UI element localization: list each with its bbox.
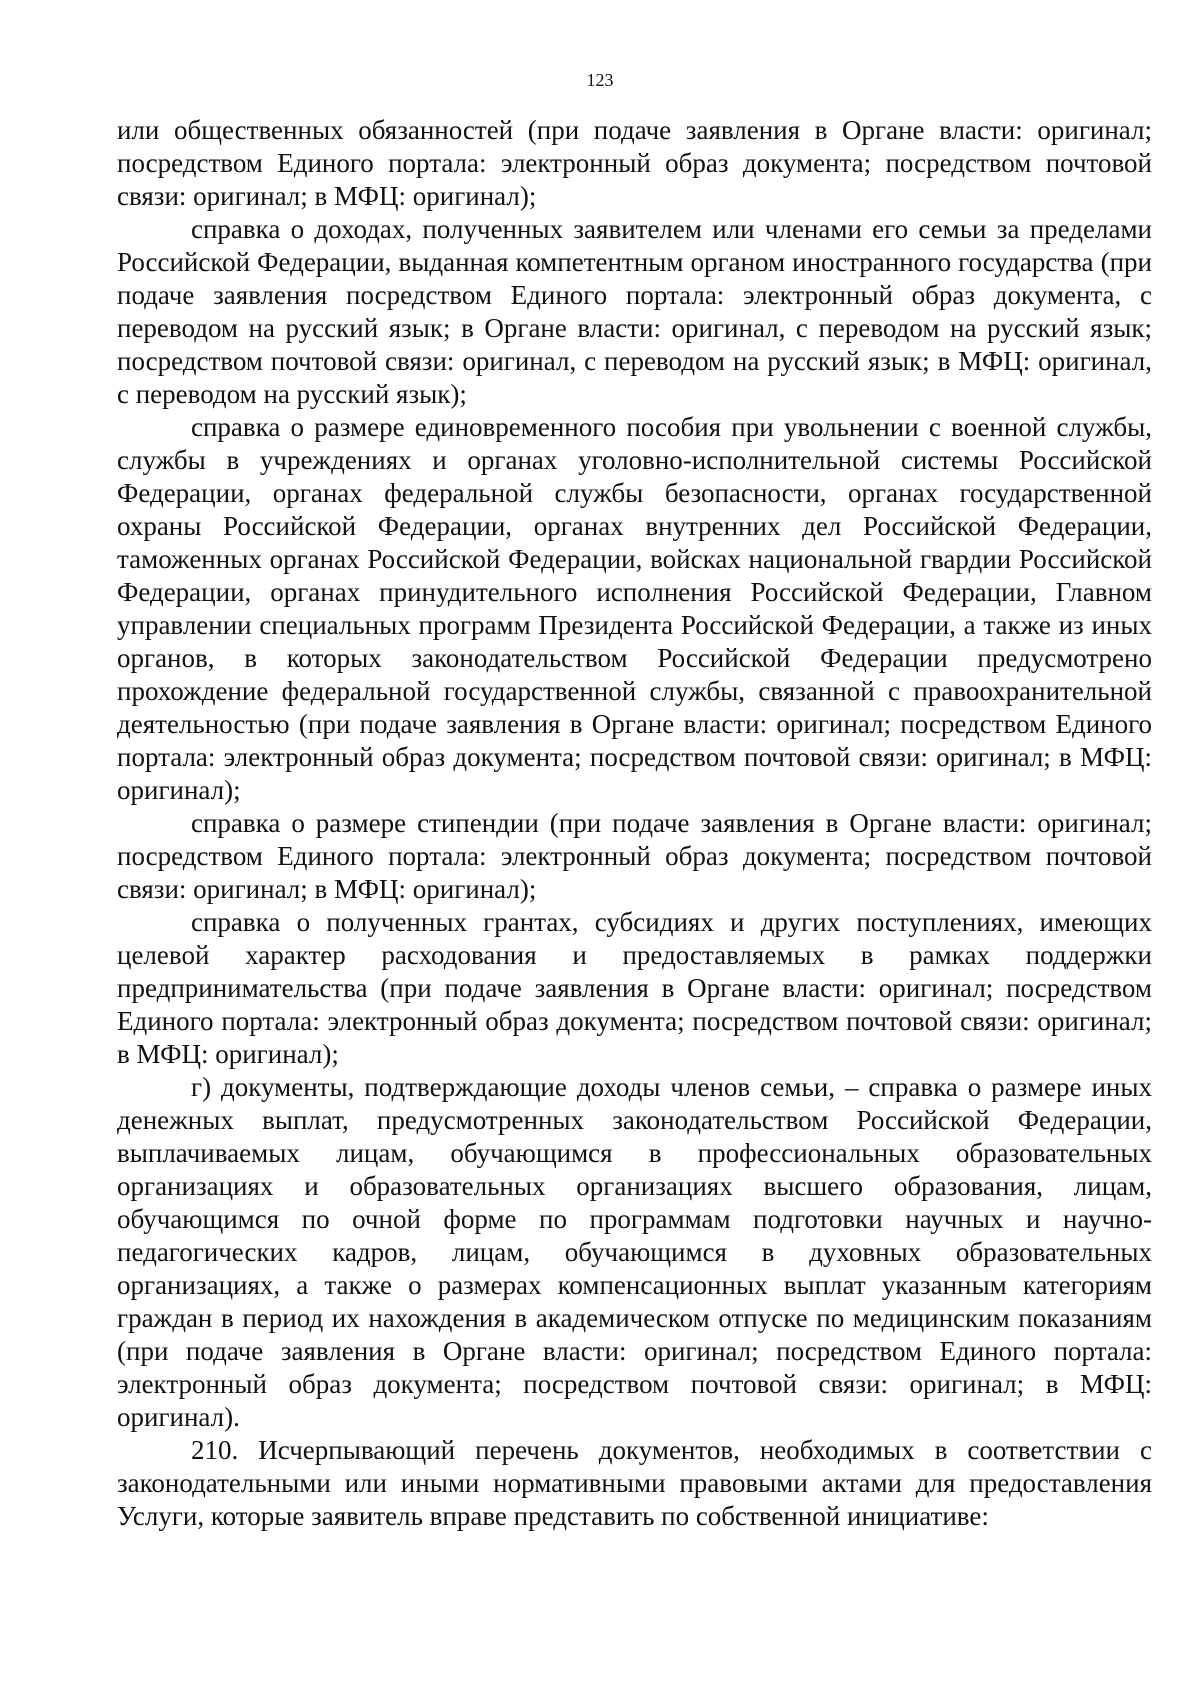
page-number: 123 <box>586 70 614 90</box>
paragraph-severance-allowance-certificate: справка о размере единовременного пособия при увольнении с военной службы, службы в учреждениях и органах уголовно-исполнительной системы Российской Федерации, органах федеральной службы безопасности, органах государственной охраны Российской Федерации, органах внутренних дел Российской Федерации, таможенных органах Российской Федерации, войсках национальной гвардии Российской Федерации, органах принудительного исполнения Российской Федерации, Главном управлении специальных программ Президента Российской Федерации, а также из иных органов, в которых законодательством Российской Федерации предусмотрено прохождение федеральной государственной службы, связанной с правоохранительной деятельностью (при подаче заявления в Органе власти: оригинал; посредством Единого портала: электронный образ документа; посредством почтовой связи: оригинал; в МФЦ: оригинал); <box>117 412 1152 805</box>
paragraph-family-income-documents: г) документы, подтверждающие доходы членов семьи, – справка о размере иных денежных выплат, предусмотренных законодательством Российской Федерации, выплачиваемых лицам, обучающимся в профессиональных образовательных организациях и образовательных организациях высшего образования, лицам, обучающимся по очной форме по программам подготовки научных и научно-педагогических кадров, лицам, обучающимся в духовных образовательных организациях, а также о размерах компенсационных выплат указанным категориям граждан в период их нахождения в академическом отпуске по медицинским показаниям (при подаче заявления в Органе власти: оригинал; посредством Единого портала: электронный образ документа; посредством почтовой связи: оригинал; в МФЦ: оригинал). <box>117 1072 1152 1432</box>
document-body <box>117 114 1152 1533</box>
paragraph-item-210: 210. Исчерпывающий перечень документов, необходимых в соответствии с законодательными или иными нормативными правовыми актами для предоставления Услуги, которые заявитель вправе представить по собственной инициативе: <box>117 1435 1152 1531</box>
paragraph-scholarship-certificate: справка о размере стипендии (при подаче заявления в Органе власти: оригинал; посредством Единого портала: электронный образ документа; посредством почтовой связи: оригинал; в МФЦ: оригинал); <box>117 808 1152 904</box>
paragraph-income-abroad-certificate: справка о доходах, полученных заявителем или членами его семьи за пределами Российской Федерации, выданная компетентным органом иностранного государства (при подаче заявления посредством Единого портала: электронный образ документа, с переводом на русский язык; в Органе власти: оригинал, с переводом на русский язык; посредством почтовой связи: оригинал, с переводом на русский язык; в МФЦ: оригинал, с переводом на русский язык); <box>117 214 1152 409</box>
paragraph-grants-subsidies-certificate: справка о полученных грантах, субсидиях и других поступлениях, имеющих целевой характер расходования и предоставляемых в рамках поддержки предпринимательства (при подаче заявления в Органе власти: оригинал; посредством Единого портала: электронный образ документа; посредством почтовой связи: оригинал; в МФЦ: оригинал); <box>117 907 1152 1069</box>
paragraph-continuation: или общественных обязанностей (при подаче заявления в Органе власти: оригинал; посредством Единого портала: электронный образ документа; посредством почтовой связи: оригинал; в МФЦ: оригинал); <box>117 115 1152 211</box>
